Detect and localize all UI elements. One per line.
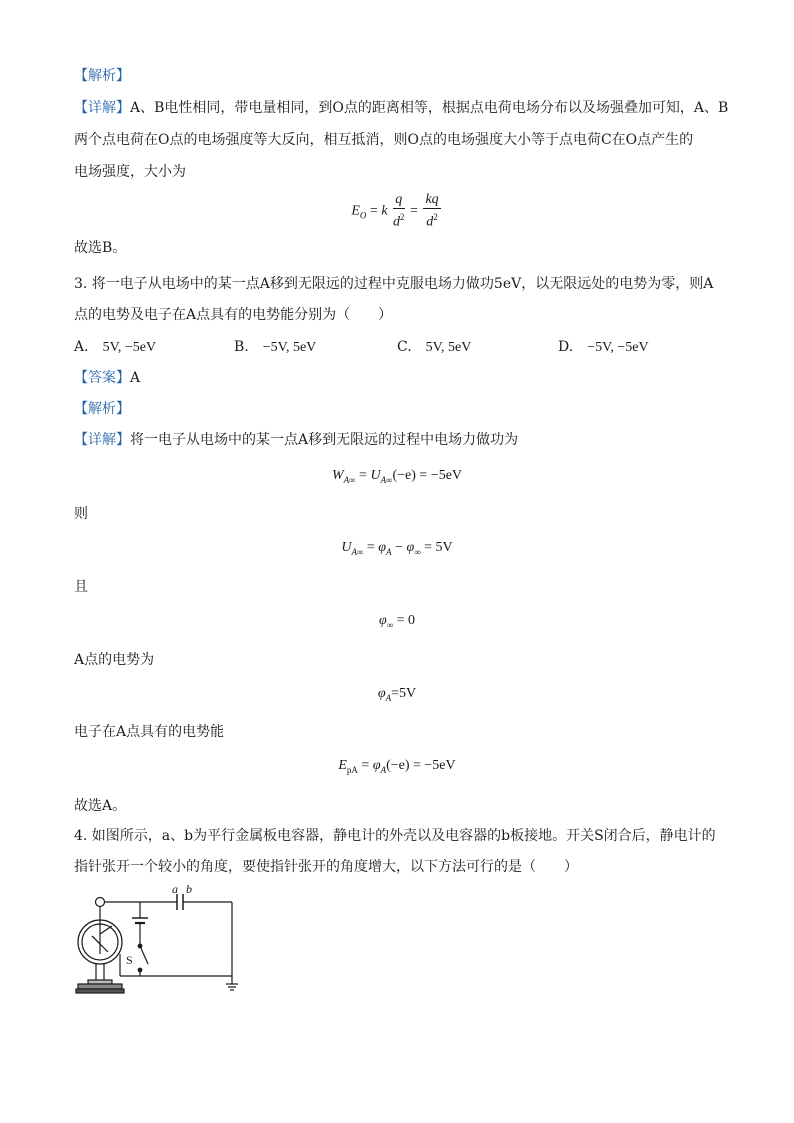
jiexi-tag: 【解析】 — [74, 68, 130, 84]
q3-potential-label: A点的电势为 — [74, 652, 155, 668]
q3-infinity-potential: $\varphi_\infty = 0$ — [378, 613, 416, 630]
q3-stem-line-1: 3. 将一电子从电场中的某一点A移到无限远的过程中克服电场力做功5eV，以无限远处的电势为零，则A — [74, 276, 714, 292]
q3-option-a: A. 5V, −5eV — [74, 339, 157, 355]
switch-s-label: S — [126, 953, 133, 967]
plate-a-label: a — [172, 884, 178, 896]
q3-conclusion: 故选A。 — [74, 798, 127, 814]
q3-qie: 且 — [74, 579, 88, 595]
q3-potential-equation: $\varphi_A=5V$ — [377, 686, 417, 703]
q4-stem-line-2: 指针张开一个较小的角度，要使指针张开的角度增大，以下方法可行的是（ ） — [74, 859, 578, 875]
q3-voltage-equation: $U_{A\infty} = \varphi_A - \varphi_\infty = 5V$ — [341, 540, 453, 557]
q4-stem-line-1: 4. 如图所示，a、b为平行金属板电容器，静电计的外壳以及电容器的b板接地。开关S闭合后，静电计的 — [74, 828, 716, 844]
q3-ze: 则 — [74, 506, 88, 522]
conclusion-1: 故选B。 — [74, 240, 127, 256]
q3-energy-label: 电子在A点具有的电势能 — [74, 724, 225, 740]
electroscope-circuit-figure — [72, 884, 252, 1004]
plate-b-label: b — [186, 884, 192, 896]
q3-answer: 【答案】A — [74, 370, 141, 386]
q3-jiexi-tag: 【解析】 — [74, 401, 130, 417]
q3-work-equation: $W_{A\infty} = U_{A\infty}(-e) = -5eV$ — [331, 468, 463, 485]
field-equation: $E_O = k$ $\frac{q}{d^2}$ = $\frac{kq}{d^2}$ — [351, 192, 439, 230]
q3-option-d: D. −5V, −5eV — [558, 339, 649, 355]
detail-line-1: 【详解】A、B电性相同，带电量相同，到O点的距离相等，根据点电荷电场分布以及场强叠加可知，A、B — [74, 100, 729, 116]
q3-detail-line: 【详解】将一电子从电场中的某一点A移到无限远的过程中电场力做功为 — [74, 432, 519, 448]
detail-line-3: 电场强度，大小为 — [74, 164, 186, 180]
q3-energy-equation: $E_{pA} = \varphi_A(-e) = -5eV$ — [338, 758, 456, 775]
q3-stem-line-2: 点的电势及电子在A点具有的电势能分别为（ ） — [74, 307, 393, 323]
detail-line-2: 两个点电荷在O点的电场强度等大反向，相互抵消，则O点的电场强度大小等于点电荷C在O点产生的 — [74, 132, 694, 148]
q3-option-c: C. 5V, 5eV — [397, 339, 472, 355]
q3-option-b: B. −5V, 5eV — [234, 339, 317, 355]
